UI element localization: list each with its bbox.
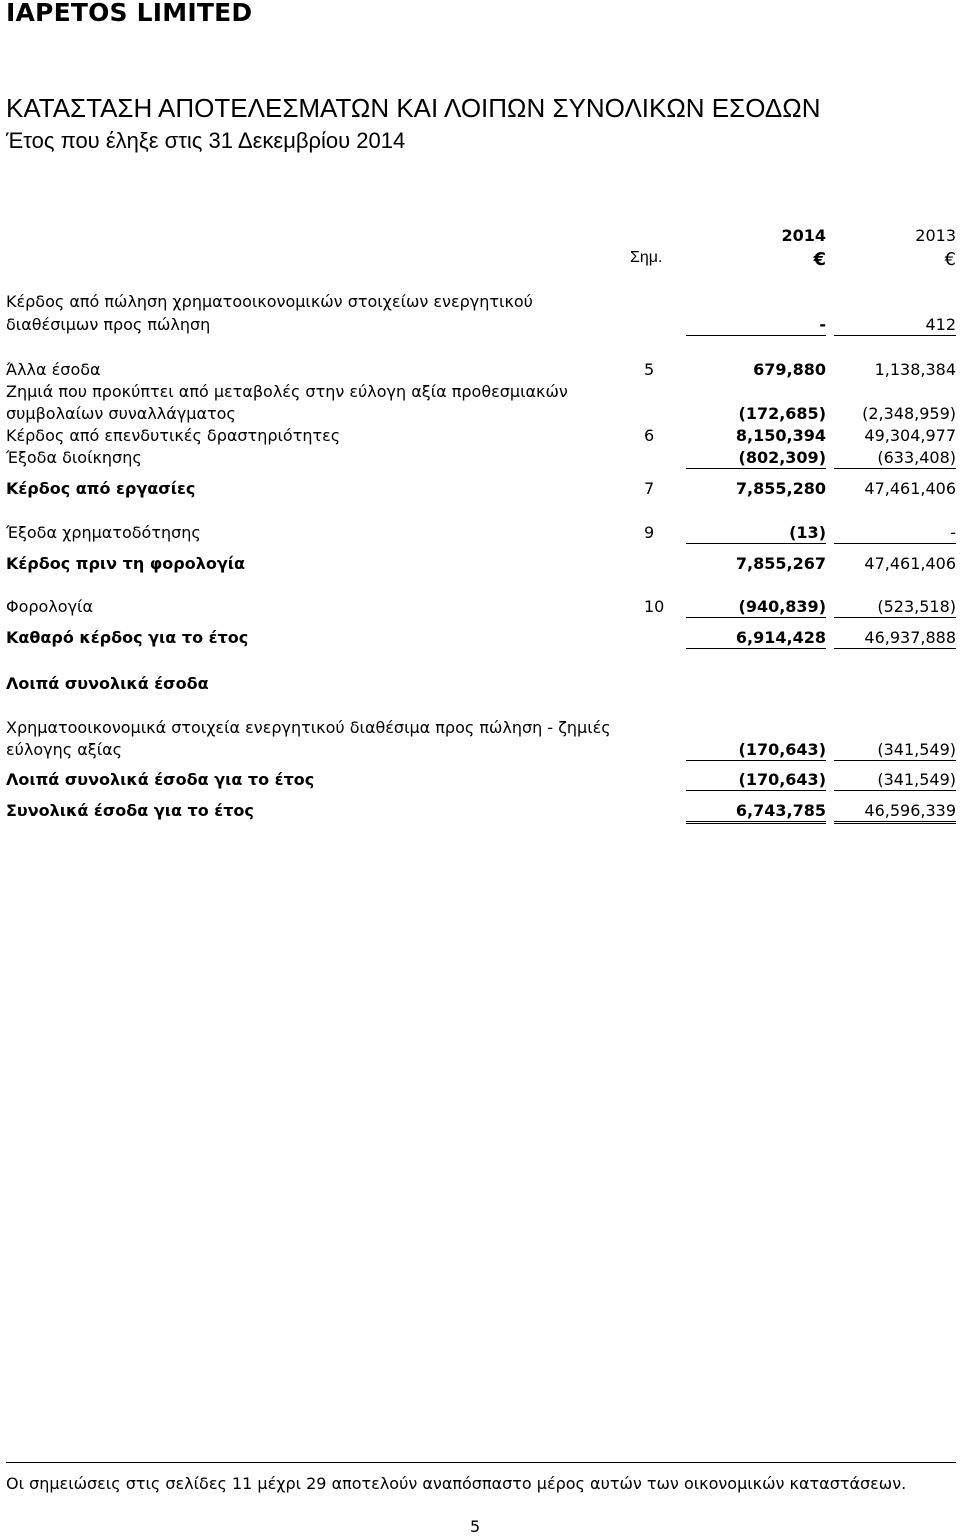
value-2013: - (834, 523, 956, 544)
table-row (0, 718, 960, 740)
row-label: Λοιπά συνολικά έσοδα για το έτος (6, 770, 315, 789)
row-label: Ζημιά που προκύπτει από μεταβολές στην εύλογη αξία προθεσμιακών (6, 382, 568, 401)
row-note: 9 (644, 523, 655, 542)
table-row (0, 382, 960, 404)
table-row (0, 360, 960, 382)
column-header-2013: 2013 (915, 226, 956, 245)
company-name: IAPETOS LIMITED (6, 0, 253, 27)
table-row (0, 404, 960, 426)
table-row (0, 770, 960, 792)
row-label: Κέρδος από επενδυτικές δραστηριότητες (6, 426, 341, 445)
column-header-2014: 2014 (781, 226, 826, 245)
value-2013: 47,461,406 (864, 554, 956, 573)
table-row (0, 597, 960, 619)
value-2014: 7,855,280 (735, 479, 826, 498)
table-row (0, 479, 960, 501)
row-note: 5 (644, 360, 655, 379)
row-label: Έξοδα χρηματοδότησης (6, 523, 201, 542)
table-row (0, 554, 960, 576)
section-heading: Λοιπά συνολικά έσοδα (6, 674, 209, 693)
value-2013: 47,461,406 (864, 479, 956, 498)
row-label: Φορολογία (6, 597, 94, 616)
row-note: 7 (644, 479, 655, 498)
value-2013: (341,549) (834, 770, 956, 791)
value-2013: (341,549) (834, 740, 956, 761)
value-2013: (2,348,959) (862, 404, 956, 423)
row-label: συμβολαίων συναλλάγματος (6, 404, 236, 423)
table-row (0, 292, 960, 314)
currency-2013: € (944, 249, 956, 270)
value-2014: (940,839) (686, 597, 826, 618)
row-label: Κέρδος πριν τη φορολογία (6, 554, 245, 573)
value-2014: (170,643) (686, 770, 826, 791)
row-label: Καθαρό κέρδος για το έτος (6, 628, 249, 647)
column-header-note: Σημ. (630, 249, 663, 266)
value-2013: 46,937,888 (834, 628, 956, 649)
value-2014: 8,150,394 (735, 426, 826, 445)
value-2013: (633,408) (834, 448, 956, 469)
row-label: Κέρδος από εργασίες (6, 479, 196, 498)
statement-period: Έτος που έληξε στις 31 Δεκεμβρίου 2014 (6, 128, 406, 153)
row-label: Άλλα έσοδα (6, 360, 101, 379)
value-2014: 6,743,785 (686, 801, 826, 824)
value-2013: (523,518) (834, 597, 956, 618)
row-label: Συνολικά έσοδα για το έτος (6, 801, 254, 820)
value-2013: 46,596,339 (834, 801, 956, 824)
table-row (0, 448, 960, 470)
table-row (0, 315, 960, 337)
value-2014: (802,309) (686, 448, 826, 469)
table-row (0, 426, 960, 448)
row-label: εύλογης αξίας (6, 740, 123, 759)
value-2013: 49,304,977 (864, 426, 956, 445)
row-note: 10 (644, 597, 665, 616)
table-row (0, 740, 960, 762)
table-row (0, 628, 960, 650)
value-2014: (13) (686, 523, 826, 544)
row-label: Έξοδα διοίκησης (6, 448, 142, 467)
statement-title: ΚΑΤΑΣΤΑΣΗ ΑΠΟΤΕΛΕΣΜΑΤΩΝ ΚΑΙ ΛΟΙΠΩΝ ΣΥΝΟΛΙΚΩΝ ΕΣΟΔΩΝ (6, 93, 821, 123)
value-2014: 679,880 (753, 360, 826, 379)
table-row (0, 674, 960, 696)
table-row (0, 523, 960, 545)
value-2014: 7,855,267 (735, 554, 826, 573)
value-2014: (170,643) (686, 740, 826, 761)
value-2014: (172,685) (738, 404, 826, 423)
page-number: 5 (470, 1517, 481, 1536)
table-row (0, 801, 960, 823)
row-label: Χρηματοοικονομικά στοιχεία ενεργητικού διαθέσιμα προς πώληση - ζημιές (6, 718, 611, 737)
row-label: Κέρδος από πώληση χρηματοοικονομικών στοιχείων ενεργητικού (6, 292, 533, 311)
footer-divider (6, 1462, 956, 1463)
row-note: 6 (644, 426, 655, 445)
value-2014: - (686, 315, 826, 336)
value-2014: 6,914,428 (686, 628, 826, 649)
value-2013: 1,138,384 (874, 360, 956, 379)
row-label: διαθέσιμων προς πώληση (6, 315, 211, 334)
value-2013: 412 (834, 315, 956, 336)
currency-2014: € (813, 249, 826, 270)
footer-note: Οι σημειώσεις στις σελίδες 11 μέχρι 29 αποτελούν αναπόσπαστο μέρος αυτών των οικονομικών καταστάσεων. (6, 1474, 907, 1493)
